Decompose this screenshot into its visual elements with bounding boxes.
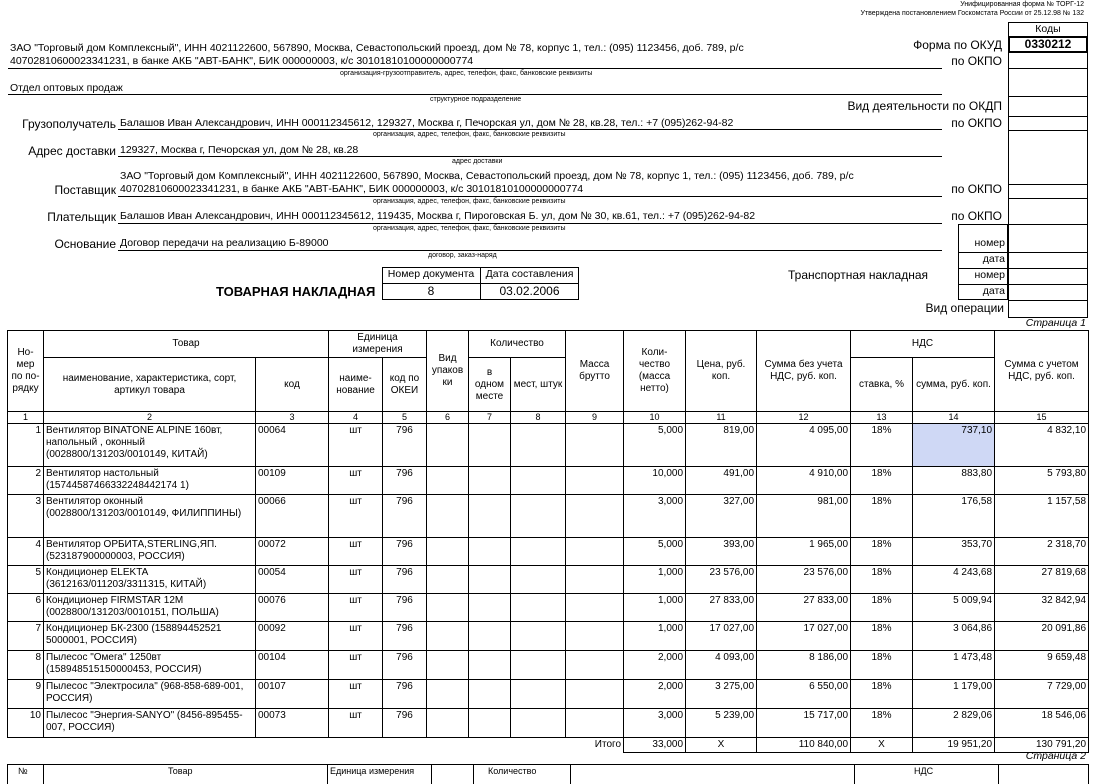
supplier-line1: ЗАО "Торговый дом Комплексный", ИНН 4021122600, 567890, Москва, Севастопольский проезд, дом № 78, корпус 1, тел.: (095) 1123456, доб. 789, р/с (120, 170, 854, 182)
row-unit-name[interactable]: шт (329, 709, 383, 738)
row-vat-rate[interactable]: 18% (851, 651, 913, 680)
row-goods-code[interactable]: 00073 (256, 709, 329, 738)
row-qty-pieces[interactable] (511, 538, 566, 566)
okpo-label-3: по ОКПО (951, 182, 1002, 196)
col-index-cell: 13 (851, 412, 913, 424)
row-gross[interactable] (566, 467, 624, 495)
totals-empty (511, 738, 566, 753)
totals-empty (256, 738, 329, 753)
doc-date-value[interactable]: 03.02.2006 (499, 284, 560, 298)
table-row (8, 566, 1089, 594)
col-unit-okei: код по ОКЕИ (383, 358, 427, 412)
row-qty-net[interactable]: 3,000 (624, 495, 686, 538)
row-unit-name[interactable]: шт (329, 566, 383, 594)
doc-number-value[interactable]: 8 (427, 284, 435, 298)
row-qty-place[interactable] (469, 467, 511, 495)
row-vat-rate[interactable]: 18% (851, 566, 913, 594)
row-sum-with-vat[interactable]: 1 157,58 (995, 495, 1089, 538)
row-goods-name[interactable]: Кондиционер ELEKTA (3612163/011203/3311315, КИТАЙ) (44, 566, 256, 594)
shipper-caption: организация-грузоотправитель, адрес, телефон, факс, банковские реквизиты (340, 70, 593, 77)
row-price[interactable]: 819,00 (686, 424, 757, 467)
row-vat-sum[interactable]: 1 473,48 (913, 651, 995, 680)
row-number[interactable]: 7 (8, 622, 44, 651)
col-qty-pieces: мест, штук (511, 358, 566, 412)
row-goods-code[interactable]: 00109 (256, 467, 329, 495)
row-unit-okei[interactable]: 796 (383, 709, 427, 738)
row-sum-with-vat[interactable]: 9 659,48 (995, 651, 1089, 680)
row-qty-place[interactable] (469, 680, 511, 709)
consignee-caption: организация, адрес, телефон, факс, банковские реквизиты (373, 131, 566, 138)
p2-col-qty: Количество (488, 766, 537, 776)
codes-label: Коды (1035, 23, 1061, 35)
table-row (8, 594, 1089, 622)
col-index-cell: 2 (44, 412, 256, 424)
row-sum-with-vat[interactable]: 4 832,10 (995, 424, 1089, 467)
row-unit-name[interactable]: шт (329, 495, 383, 538)
row-qty-place[interactable] (469, 566, 511, 594)
row-vat-rate[interactable]: 18% (851, 680, 913, 709)
row-sum-no-vat[interactable]: 8 186,00 (757, 651, 851, 680)
col-index-cell: 10 (624, 412, 686, 424)
row-unit-name[interactable]: шт (329, 538, 383, 566)
col-no: Но-мер по по-рядку (8, 331, 44, 412)
row-unit-okei[interactable]: 796 (383, 467, 427, 495)
supplier-label: Поставщик (54, 183, 116, 197)
supplier-line2: 40702810600023341231, в банке АКБ "АВТ-БАНК", БИК 000000003, к/с 30101810100000000774 (120, 183, 584, 195)
col-sum-with-vat: Сумма с учетом НДС, руб. коп. (995, 331, 1089, 412)
col-goods-name: наименование, характеристика, сорт, артикул товара (44, 358, 256, 412)
basis-caption: договор, заказ-наряд (428, 252, 497, 259)
okdp-label: Вид деятельности по ОКДП (847, 99, 1002, 113)
row-sum-with-vat[interactable]: 7 729,00 (995, 680, 1089, 709)
row-pack[interactable] (427, 467, 469, 495)
row-qty-pieces[interactable] (511, 709, 566, 738)
col-index-cell: 1 (8, 412, 44, 424)
basis-number-label: номер (974, 237, 1005, 249)
row-qty-net[interactable]: 1,000 (624, 594, 686, 622)
col-index-cell: 15 (995, 412, 1089, 424)
row-qty-place[interactable] (469, 538, 511, 566)
row-vat-sum[interactable]: 3 064,86 (913, 622, 995, 651)
basis-date-label: дата (982, 253, 1005, 265)
row-goods-name[interactable]: Пылесос "Электросила" (968-858-689-001, РОССИЯ) (44, 680, 256, 709)
row-goods-code[interactable]: 00092 (256, 622, 329, 651)
row-number[interactable]: 3 (8, 495, 44, 538)
okpo-label-4: по ОКПО (951, 209, 1002, 223)
totals-rate: X (851, 738, 913, 753)
row-goods-code[interactable]: 00064 (256, 424, 329, 467)
row-qty-net[interactable]: 2,000 (624, 680, 686, 709)
row-goods-name[interactable]: Кондиционер БК-2300 (158894452521 5000001, РОССИЯ) (44, 622, 256, 651)
row-number[interactable]: 4 (8, 538, 44, 566)
row-qty-pieces[interactable] (511, 424, 566, 467)
department-caption: структурное подразделение (430, 96, 522, 103)
col-qty-place: в одном месте (469, 358, 511, 412)
okpo-label-2: по ОКПО (951, 116, 1002, 130)
col-price: Цена, руб. коп. (686, 331, 757, 412)
row-pack[interactable] (427, 680, 469, 709)
page-2-label: Страница 2 (1025, 750, 1086, 762)
row-unit-name[interactable]: шт (329, 622, 383, 651)
p2-col-no: № (18, 766, 28, 776)
row-sum-with-vat[interactable]: 5 793,80 (995, 467, 1089, 495)
row-gross[interactable] (566, 680, 624, 709)
row-pack[interactable] (427, 594, 469, 622)
okpo-label-1: по ОКПО (951, 54, 1002, 68)
row-price[interactable]: 491,00 (686, 467, 757, 495)
doc-number-label: Номер документа (387, 268, 475, 280)
row-price[interactable]: 327,00 (686, 495, 757, 538)
row-number[interactable]: 2 (8, 467, 44, 495)
delivery-caption: адрес доставки (452, 158, 503, 165)
col-index-cell: 4 (329, 412, 383, 424)
row-qty-pieces[interactable] (511, 651, 566, 680)
row-unit-okei[interactable]: 796 (383, 622, 427, 651)
row-unit-name[interactable]: шт (329, 651, 383, 680)
row-sum-no-vat[interactable]: 1 965,00 (757, 538, 851, 566)
row-pack[interactable] (427, 424, 469, 467)
row-goods-code[interactable]: 00066 (256, 495, 329, 538)
row-price[interactable]: 23 576,00 (686, 566, 757, 594)
row-qty-net[interactable]: 5,000 (624, 424, 686, 467)
row-vat-rate[interactable]: 18% (851, 424, 913, 467)
table-row (8, 622, 1089, 651)
row-pack[interactable] (427, 622, 469, 651)
row-sum-with-vat[interactable]: 27 819,68 (995, 566, 1089, 594)
totals-vat: 19 951,20 (913, 738, 995, 753)
goods-table (7, 330, 1089, 753)
row-gross[interactable] (566, 594, 624, 622)
row-vat-sum[interactable]: 353,70 (913, 538, 995, 566)
row-sum-no-vat[interactable]: 17 027,00 (757, 622, 851, 651)
row-pack[interactable] (427, 566, 469, 594)
row-price[interactable]: 27 833,00 (686, 594, 757, 622)
row-qty-net[interactable]: 10,000 (624, 467, 686, 495)
row-unit-name[interactable]: шт (329, 594, 383, 622)
row-price[interactable]: 4 093,00 (686, 651, 757, 680)
totals-sum: 110 840,00 (757, 738, 851, 753)
basis-label: Основание (54, 237, 116, 251)
row-goods-code[interactable]: 00107 (256, 680, 329, 709)
delivery-value: 129327, Москва г, Печорская ул, дом № 28, кв.28 (120, 144, 359, 156)
row-price[interactable]: 3 275,00 (686, 680, 757, 709)
row-unit-name[interactable]: шт (329, 680, 383, 709)
okud-code[interactable]: 0330212 (1008, 36, 1088, 53)
col-index-cell: 9 (566, 412, 624, 424)
p2-col-unit: Единица измерения (330, 766, 415, 776)
col-pack: Вид упаков ки (427, 331, 469, 412)
row-number[interactable]: 1 (8, 424, 44, 467)
payer-caption: организация, адрес, телефон, факс, банковские реквизиты (373, 225, 566, 232)
row-number[interactable]: 8 (8, 651, 44, 680)
row-gross[interactable] (566, 424, 624, 467)
col-sum-no-vat: Сумма без учета НДС, руб. коп. (757, 331, 851, 412)
row-sum-no-vat[interactable]: 27 833,00 (757, 594, 851, 622)
row-qty-place[interactable] (469, 651, 511, 680)
totals-price: X (686, 738, 757, 753)
row-number[interactable]: 5 (8, 566, 44, 594)
row-sum-no-vat[interactable]: 4 095,00 (757, 424, 851, 467)
table-row (8, 709, 1089, 738)
row-goods-name[interactable]: Вентилятор ОРБИТА,STERLING,ЯП. (523187900000003, РОССИЯ) (44, 538, 256, 566)
col-goods-code: код (256, 358, 329, 412)
col-index-cell: 7 (469, 412, 511, 424)
payer-label: Плательщик (47, 210, 116, 224)
row-number[interactable]: 9 (8, 680, 44, 709)
row-unit-okei[interactable]: 796 (383, 680, 427, 709)
totals-empty (469, 738, 511, 753)
table-row (8, 680, 1089, 709)
row-vat-rate[interactable]: 18% (851, 467, 913, 495)
table-row (8, 495, 1089, 538)
row-qty-pieces[interactable] (511, 495, 566, 538)
shipper-line2: 40702810600023341231, в банке АКБ "АВТ-БАНК", БИК 000000003, к/с 30101810100000000774 (10, 55, 474, 67)
row-sum-no-vat[interactable]: 23 576,00 (757, 566, 851, 594)
col-index-cell: 3 (256, 412, 329, 424)
row-gross[interactable] (566, 538, 624, 566)
row-qty-place[interactable] (469, 709, 511, 738)
transport-label: Транспортная накладная (788, 268, 929, 282)
row-pack[interactable] (427, 709, 469, 738)
row-goods-code[interactable]: 00104 (256, 651, 329, 680)
row-qty-pieces[interactable] (511, 594, 566, 622)
row-sum-no-vat[interactable]: 15 717,00 (757, 709, 851, 738)
col-vat-sum: сумма, руб. коп. (913, 358, 995, 412)
p2-col-goods: Товар (168, 766, 193, 776)
row-vat-sum[interactable]: 1 179,00 (913, 680, 995, 709)
row-gross[interactable] (566, 566, 624, 594)
row-vat-sum[interactable]: 5 009,94 (913, 594, 995, 622)
row-vat-rate[interactable]: 18% (851, 538, 913, 566)
transport-date-label: дата (982, 285, 1005, 297)
row-vat-rate[interactable]: 18% (851, 622, 913, 651)
table-row (8, 651, 1089, 680)
col-unit-name: наиме-нование (329, 358, 383, 412)
codes-box (1008, 22, 1088, 318)
p2-col-vat: НДС (914, 766, 934, 776)
row-vat-rate[interactable]: 18% (851, 709, 913, 738)
supplier-caption: организация, адрес, телефон, факс, банковские реквизиты (373, 198, 566, 205)
row-qty-net[interactable]: 2,000 (624, 651, 686, 680)
okud-label: Форма по ОКУД (913, 38, 1002, 52)
totals-row (8, 738, 1089, 753)
page-1-label: Страница 1 (1025, 317, 1086, 329)
col-index-cell: 11 (686, 412, 757, 424)
row-qty-net[interactable]: 1,000 (624, 622, 686, 651)
row-unit-name[interactable]: шт (329, 467, 383, 495)
row-unit-okei[interactable]: 796 (383, 538, 427, 566)
col-goods: Товар (44, 331, 329, 358)
row-sum-with-vat[interactable]: 2 318,70 (995, 538, 1089, 566)
row-sum-with-vat[interactable]: 18 546,06 (995, 709, 1089, 738)
table-row (8, 467, 1089, 495)
row-qty-pieces[interactable] (511, 622, 566, 651)
row-unit-okei[interactable]: 796 (383, 594, 427, 622)
row-vat-sum[interactable]: 737,10 (913, 424, 995, 467)
form-name-line1: Унифицированная форма № ТОРГ-12 (960, 1, 1084, 8)
row-vat-sum[interactable]: 4 243,68 (913, 566, 995, 594)
col-qty-net: Коли-чество (масса нетто) (624, 331, 686, 412)
row-gross[interactable] (566, 622, 624, 651)
row-goods-name[interactable]: Пылесос "Омега" 1250вт (158948515150000453, РОССИЯ) (44, 651, 256, 680)
col-gross: Масса брутто (566, 331, 624, 412)
shipper-line1: ЗАО "Торговый дом Комплексный", ИНН 4021122600, 567890, Москва, Севастопольский проезд, дом № 78, корпус 1, тел.: (095) 1123456, доб. 789, р/с (10, 42, 744, 54)
row-vat-rate[interactable]: 18% (851, 495, 913, 538)
row-sum-no-vat[interactable]: 981,00 (757, 495, 851, 538)
row-vat-sum[interactable]: 883,80 (913, 467, 995, 495)
row-goods-name[interactable]: Вентилятор оконный (0028800/131203/0010149, ФИЛИППИНЫ) (44, 495, 256, 538)
totals-label: Итого (566, 738, 624, 753)
row-sum-with-vat[interactable]: 32 842,94 (995, 594, 1089, 622)
delivery-label: Адрес доставки (28, 144, 116, 158)
row-qty-pieces[interactable] (511, 467, 566, 495)
row-goods-code[interactable]: 00054 (256, 566, 329, 594)
totals-empty (427, 738, 469, 753)
row-goods-name[interactable]: Вентилятор настольный (15744587466332248442174 1) (44, 467, 256, 495)
row-vat-sum[interactable]: 2 829,06 (913, 709, 995, 738)
row-qty-pieces[interactable] (511, 680, 566, 709)
row-goods-code[interactable]: 00076 (256, 594, 329, 622)
row-sum-no-vat[interactable]: 4 910,00 (757, 467, 851, 495)
operation-label: Вид операции (925, 301, 1004, 315)
row-goods-name[interactable]: Кондиционер FIRMSTAR 12M (0028800/131203/0010151, ПОЛЬША) (44, 594, 256, 622)
row-number[interactable]: 6 (8, 594, 44, 622)
row-sum-no-vat[interactable]: 6 550,00 (757, 680, 851, 709)
transport-number-label: номер (974, 269, 1005, 281)
table-row (8, 424, 1089, 467)
col-unit: Единица измерения (329, 331, 427, 358)
row-unit-okei[interactable]: 796 (383, 495, 427, 538)
row-qty-pieces[interactable] (511, 566, 566, 594)
row-goods-name[interactable]: Вентилятор BINATONE ALPINE 160вт, напольный , оконный (0028800/131203/0010149, КИТАЙ) (44, 424, 256, 467)
row-price[interactable]: 17 027,00 (686, 622, 757, 651)
col-vat: НДС (851, 331, 995, 358)
row-pack[interactable] (427, 538, 469, 566)
col-index-cell: 5 (383, 412, 427, 424)
row-gross[interactable] (566, 495, 624, 538)
totals-empty (8, 738, 44, 753)
col-index-cell: 12 (757, 412, 851, 424)
row-unit-okei[interactable]: 796 (383, 566, 427, 594)
row-qty-net[interactable]: 5,000 (624, 538, 686, 566)
totals-empty (44, 738, 256, 753)
totals-qty: 33,000 (624, 738, 686, 753)
row-unit-okei[interactable]: 796 (383, 651, 427, 680)
totals-empty (383, 738, 427, 753)
col-qty: Количество (469, 331, 566, 358)
row-qty-place[interactable] (469, 424, 511, 467)
row-unit-name[interactable]: шт (329, 424, 383, 467)
col-index-cell: 8 (511, 412, 566, 424)
row-sum-with-vat[interactable]: 20 091,86 (995, 622, 1089, 651)
row-qty-place[interactable] (469, 622, 511, 651)
consignee-label: Грузополучатель (22, 117, 116, 131)
col-index-cell: 14 (913, 412, 995, 424)
table-row (8, 538, 1089, 566)
row-vat-rate[interactable]: 18% (851, 594, 913, 622)
row-unit-okei[interactable]: 796 (383, 424, 427, 467)
row-qty-place[interactable] (469, 594, 511, 622)
row-qty-place[interactable] (469, 495, 511, 538)
row-gross[interactable] (566, 709, 624, 738)
row-price[interactable]: 393,00 (686, 538, 757, 566)
row-gross[interactable] (566, 651, 624, 680)
row-pack[interactable] (427, 495, 469, 538)
document-title: ТОВАРНАЯ НАКЛАДНАЯ (216, 284, 376, 299)
row-qty-net[interactable]: 1,000 (624, 566, 686, 594)
row-vat-sum[interactable]: 176,58 (913, 495, 995, 538)
row-goods-name[interactable]: Пылесос "Энергия-SANYO" (8456-895455-007, РОССИЯ) (44, 709, 256, 738)
department-value: Отдел оптовых продаж (10, 82, 123, 94)
totals-total: 130 791,20 (995, 738, 1089, 753)
row-qty-net[interactable]: 3,000 (624, 709, 686, 738)
totals-empty (329, 738, 383, 753)
row-pack[interactable] (427, 651, 469, 680)
col-index-cell: 6 (427, 412, 469, 424)
col-vat-rate: ставка, % (851, 358, 913, 412)
form-name-line2: Утверждена постановлением Госкомстата России от 25.12.98 № 132 (860, 10, 1084, 17)
row-goods-code[interactable]: 00072 (256, 538, 329, 566)
doc-date-label: Дата составления (485, 268, 574, 280)
row-number[interactable]: 10 (8, 709, 44, 738)
row-price[interactable]: 5 239,00 (686, 709, 757, 738)
basis-value: Договор передачи на реализацию Б-89000 (120, 237, 329, 249)
consignee-value: Балашов Иван Александрович, ИНН 000112345612, 129327, Москва г, Печорская ул, дом № 28, кв.28, тел.: +7 (095)262-94-82 (120, 117, 734, 129)
payer-value: Балашов Иван Александрович, ИНН 000112345612, 119435, Москва г, Пироговская Б. ул, дом № 30, кв.61, тел.: +7 (095)262-94-82 (120, 210, 756, 222)
